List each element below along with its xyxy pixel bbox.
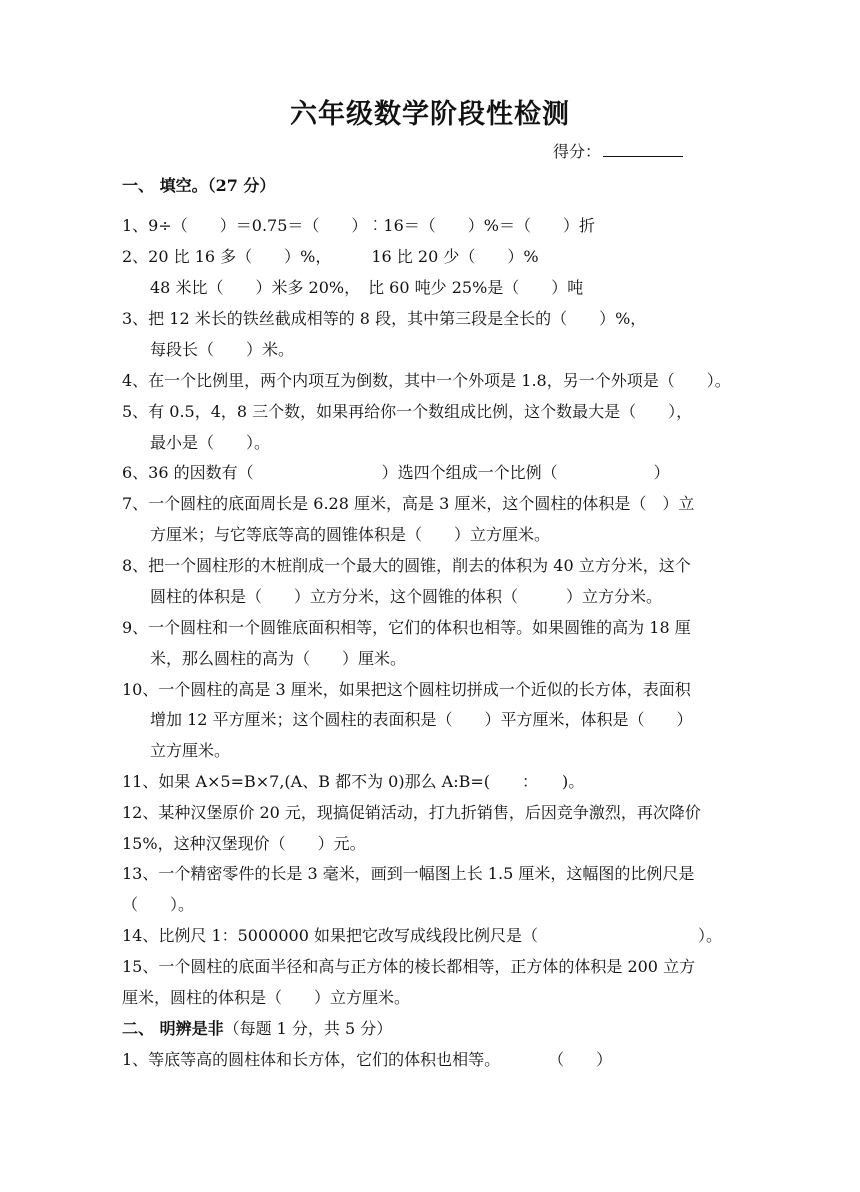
question-line: 米，那么圆柱的高为（ ）厘米。 [150, 649, 407, 668]
question-line: 8、把一个圆柱形的木桩削成一个最大的圆锥，削去的体积为 40 立方分米，这个 [122, 556, 691, 575]
question-line: 圆柱的体积是（ ）立方分米，这个圆锥的体积（ ）立方分米。 [150, 587, 663, 606]
question-line: 方厘米；与它等底等高的圆锥体积是（ ）立方厘米。 [150, 525, 551, 544]
question-line: 1、等底等高的圆柱体和长方体，它们的体积也相等。 （ ） [122, 1050, 613, 1069]
question-line: 每段长（ ）米。 [150, 340, 295, 359]
question-line: 13、一个精密零件的长是 3 毫米，画到一幅图上长 1.5 厘米，这幅图的比例尺是 [122, 864, 695, 883]
question-line: （ ）。 [122, 895, 195, 914]
score-label: 得分： [553, 142, 602, 161]
question-line: 立方厘米。 [150, 741, 231, 760]
section-2-title: 二、 明辨是非 [122, 1019, 224, 1038]
question-line: 9、一个圆柱和一个圆锥底面积相等，它们的体积也相等。如果圆锥的高为 18 厘 [122, 618, 691, 637]
question-line: 15%，这种汉堡现价（ ）元。 [122, 834, 366, 853]
question-line: 1、9÷（ ）＝0.75＝（ ）︰16＝（ ）%＝（ ）折 [122, 216, 595, 235]
question-line: 6、36 的因数有（ ）选四个组成一个比例（ ） [122, 463, 670, 482]
question-line: 2、20 比 16 多（ ）%， 16 比 20 少（ ）% [122, 247, 539, 266]
question-line: 12、某种汉堡原价 20 元，现搞促销活动，打九折销售，后因竞争激烈，再次降价 [122, 803, 701, 822]
question-line: 厘米，圆柱的体积是（ ）立方厘米。 [122, 988, 411, 1007]
question-line: 7、一个圆柱的底面周长是 6.28 厘米，高是 3 厘米，这个圆柱的体积是（ ）立 [122, 494, 695, 513]
section-2-heading [122, 1019, 392, 1039]
question-line: 增加 12 平方厘米；这个圆柱的表面积是（ ）平方厘米，体积是（ ） [150, 710, 693, 729]
question-line: 15、一个圆柱的底面半径和高与正方体的棱长都相等，正方体的体积是 200 立方 [122, 957, 696, 976]
page-title: 六年级数学阶段性检测 [290, 99, 570, 130]
section-2-note: （每题 1 分，共 5 分） [223, 1019, 393, 1038]
question-line: 3、把 12 米长的铁丝截成相等的 8 段，其中第三段是全长的（ ）%， [122, 309, 647, 328]
question-line: 48 米比（ ）米多 20%， 比 60 吨少 25%是（ ）吨 [150, 278, 584, 297]
question-line: 11、如果 A×5=B×7,(A、B 都不为 0)那么 A:B=( ： )。 [122, 772, 585, 791]
question-line: 10、一个圆柱的高是 3 厘米，如果把这个圆柱切拼成一个近似的长方体，表面积 [122, 680, 691, 699]
section-1-heading: 一、 填空。（27 分） [122, 176, 276, 195]
score-blank[interactable] [603, 142, 683, 157]
question-line: 14、比例尺 1：5000000 如果把它改写成线段比例尺是（ ）。 [122, 926, 722, 945]
question-line: 5、有 0.5，4，8 三个数，如果再给你一个数组成比例，这个数最大是（ ）， [122, 402, 693, 421]
question-line: 最小是（ ）。 [150, 433, 271, 452]
question-line: 4、在一个比例里，两个内项互为倒数，其中一个外项是 1.8，另一个外项是（ ）。 [122, 371, 731, 390]
score-field [553, 139, 683, 162]
